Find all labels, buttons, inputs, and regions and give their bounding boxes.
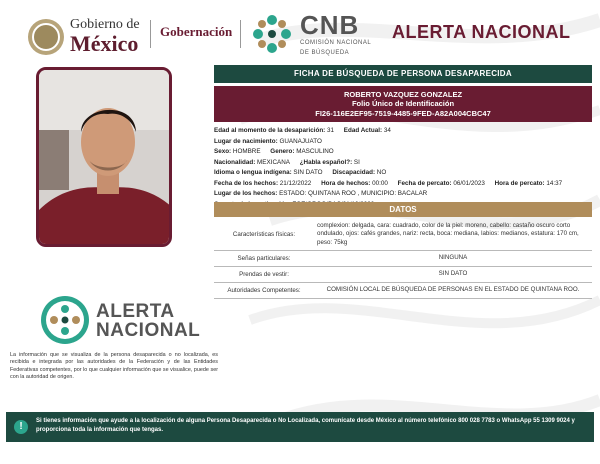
- footer-text: Si tienes información que ayude a la localización de alguna Persona Desaparecida o No Localizada, comunícate desde México al número telefónico 800 028 7783 o WhatsApp 55 1309 9024 y proporciona toda la información que tengas.: [36, 418, 575, 433]
- hora-hechos-value: 00:00: [372, 179, 388, 187]
- datos-label: Características físicas:: [232, 231, 296, 238]
- edad-desaparicion-label: Edad al momento de la desaparición:: [214, 127, 326, 134]
- datos-value: NINGUNA: [438, 254, 468, 262]
- lugar-hechos-value: ESTADO: QUINTANA ROO , MUNICIPIO: BACALAR: [279, 190, 428, 197]
- info-row-edad: [214, 126, 594, 137]
- idioma-value: SIN DATO: [293, 169, 323, 176]
- alerta-nacional-logo-text: [96, 302, 200, 340]
- folio-number: FI26-116E2EF95-7519-4485-9FED-A82A004CBC47: [315, 108, 491, 118]
- datos-row: [214, 219, 592, 251]
- info-row-lugar-hechos: [214, 189, 594, 200]
- edad-actual-value: 34: [383, 127, 391, 134]
- info-row-idioma: [214, 168, 594, 179]
- datos-value: COMISIÓN LOCAL DE BÚSQUEDA DE PERSONAS EN EL ESTADO DE QUINTANA ROO.: [326, 286, 580, 294]
- fecha-percato-value: 06/01/2023: [453, 179, 485, 187]
- national-seal-icon: [28, 19, 64, 55]
- fecha-hechos-label: Fecha de los hechos:: [214, 179, 279, 187]
- person-portrait-image: [39, 70, 172, 247]
- datos-label: Autoridades Competentes:: [227, 287, 301, 294]
- datos-value: complexion: delgada, cara: cuadrado, color de la piel: moreno, cabello: castaño oscuro corto ondulado, ojos: cafés grandes, nariz: recta, boca: mediana, labios: medianos, estatura: 170 cm, peso: 75kg: [317, 222, 579, 246]
- idioma-label: Idioma o lengua indígena:: [214, 169, 292, 176]
- alerta-logo-line2: NACIONAL: [96, 320, 201, 341]
- habla-espanol-value: SI: [353, 158, 360, 166]
- info-row-sexo: [214, 147, 594, 158]
- cnb-acronym: CNB: [300, 10, 360, 40]
- discapacidad-label: Discapacidad:: [332, 169, 376, 176]
- sexo-label: Sexo:: [214, 148, 232, 155]
- person-info: [214, 126, 594, 210]
- exclamation-icon: !: [14, 420, 28, 434]
- genero-value: MASCULINO: [296, 148, 334, 155]
- contact-footer: [6, 412, 594, 442]
- gobernacion-logo-text: Gobernación: [160, 24, 233, 39]
- lugar-nacimiento-label: Lugar de nacimiento:: [214, 137, 278, 145]
- cnb-subtitle-1: COMISIÓN NACIONAL: [300, 40, 372, 46]
- fecha-percato-label: Fecha de percato:: [397, 179, 452, 187]
- fecha-hechos-value: 21/12/2022: [279, 179, 312, 187]
- edad-actual-label: Edad Actual:: [343, 127, 383, 134]
- datos-table: [214, 219, 592, 299]
- hora-hechos-label: Hora de hechos:: [321, 179, 371, 187]
- datos-label: Prendas de vestir:: [239, 271, 289, 278]
- cnb-flower-icon: [250, 12, 294, 56]
- cnb-logo-text: [300, 12, 371, 57]
- edad-desaparicion-value: 31: [327, 127, 335, 134]
- info-row-fechas: [214, 179, 594, 190]
- habla-espanol-label: ¿Habla español?:: [299, 158, 353, 166]
- ficha-title-bar: FICHA DE BÚSQUEDA DE PERSONA DESAPARECIDA: [214, 65, 592, 83]
- genero-label: Genero:: [270, 148, 295, 155]
- folio-label: Folio Único de Identificación: [351, 99, 455, 109]
- alerta-logo-line1: ALERTA: [96, 301, 175, 322]
- header-divider: [150, 20, 151, 48]
- datos-row: [214, 251, 592, 267]
- datos-label: Señas particulares:: [237, 255, 291, 262]
- gobierno-de-mexico-logo: [28, 18, 140, 55]
- lugar-nacimiento-value: GUANAJUATO: [279, 137, 322, 145]
- discapacidad-value: NO: [376, 169, 387, 176]
- datos-row: [214, 283, 592, 299]
- alerta-nacional-icon: [40, 295, 90, 345]
- header-divider: [240, 20, 241, 48]
- alerta-nacional-title: ALERTA NACIONAL: [392, 22, 571, 42]
- info-row-nacionalidad: [214, 158, 594, 169]
- datos-title-bar: DATOS: [214, 202, 592, 217]
- hora-percato-value: 14:37: [546, 179, 563, 187]
- person-name: ROBERTO VAZQUEZ GONZALEZ: [343, 90, 463, 99]
- gob-big-text: México: [70, 31, 139, 56]
- nacionalidad-value: MEXICANA: [257, 158, 290, 166]
- datos-row: [214, 267, 592, 283]
- gob-small-text: Gobierno de: [70, 17, 140, 32]
- sexo-value: HOMBRE: [232, 148, 261, 155]
- datos-value: SIN DATO: [438, 270, 468, 278]
- hora-percato-label: Hora de percato:: [494, 179, 545, 187]
- cnb-subtitle-2: DE BÚSQUEDA: [300, 49, 350, 56]
- person-name-box: [214, 86, 592, 122]
- info-row-nacimiento: [214, 137, 594, 148]
- person-photo: [36, 67, 172, 247]
- header: [0, 0, 600, 60]
- disclaimer-text: La información que se visualiza de la persona desaparecida o no localizada, es recibida e integrada por las autoridades de la Federación y de las Entidades Federativas competentes, por lo que cualquier información que se visualice, puede ser con la autoridad de origen.: [10, 352, 218, 381]
- nacionalidad-label: Nacionalidad:: [214, 158, 256, 166]
- lugar-hechos-label: Lugar de los hechos:: [214, 190, 278, 197]
